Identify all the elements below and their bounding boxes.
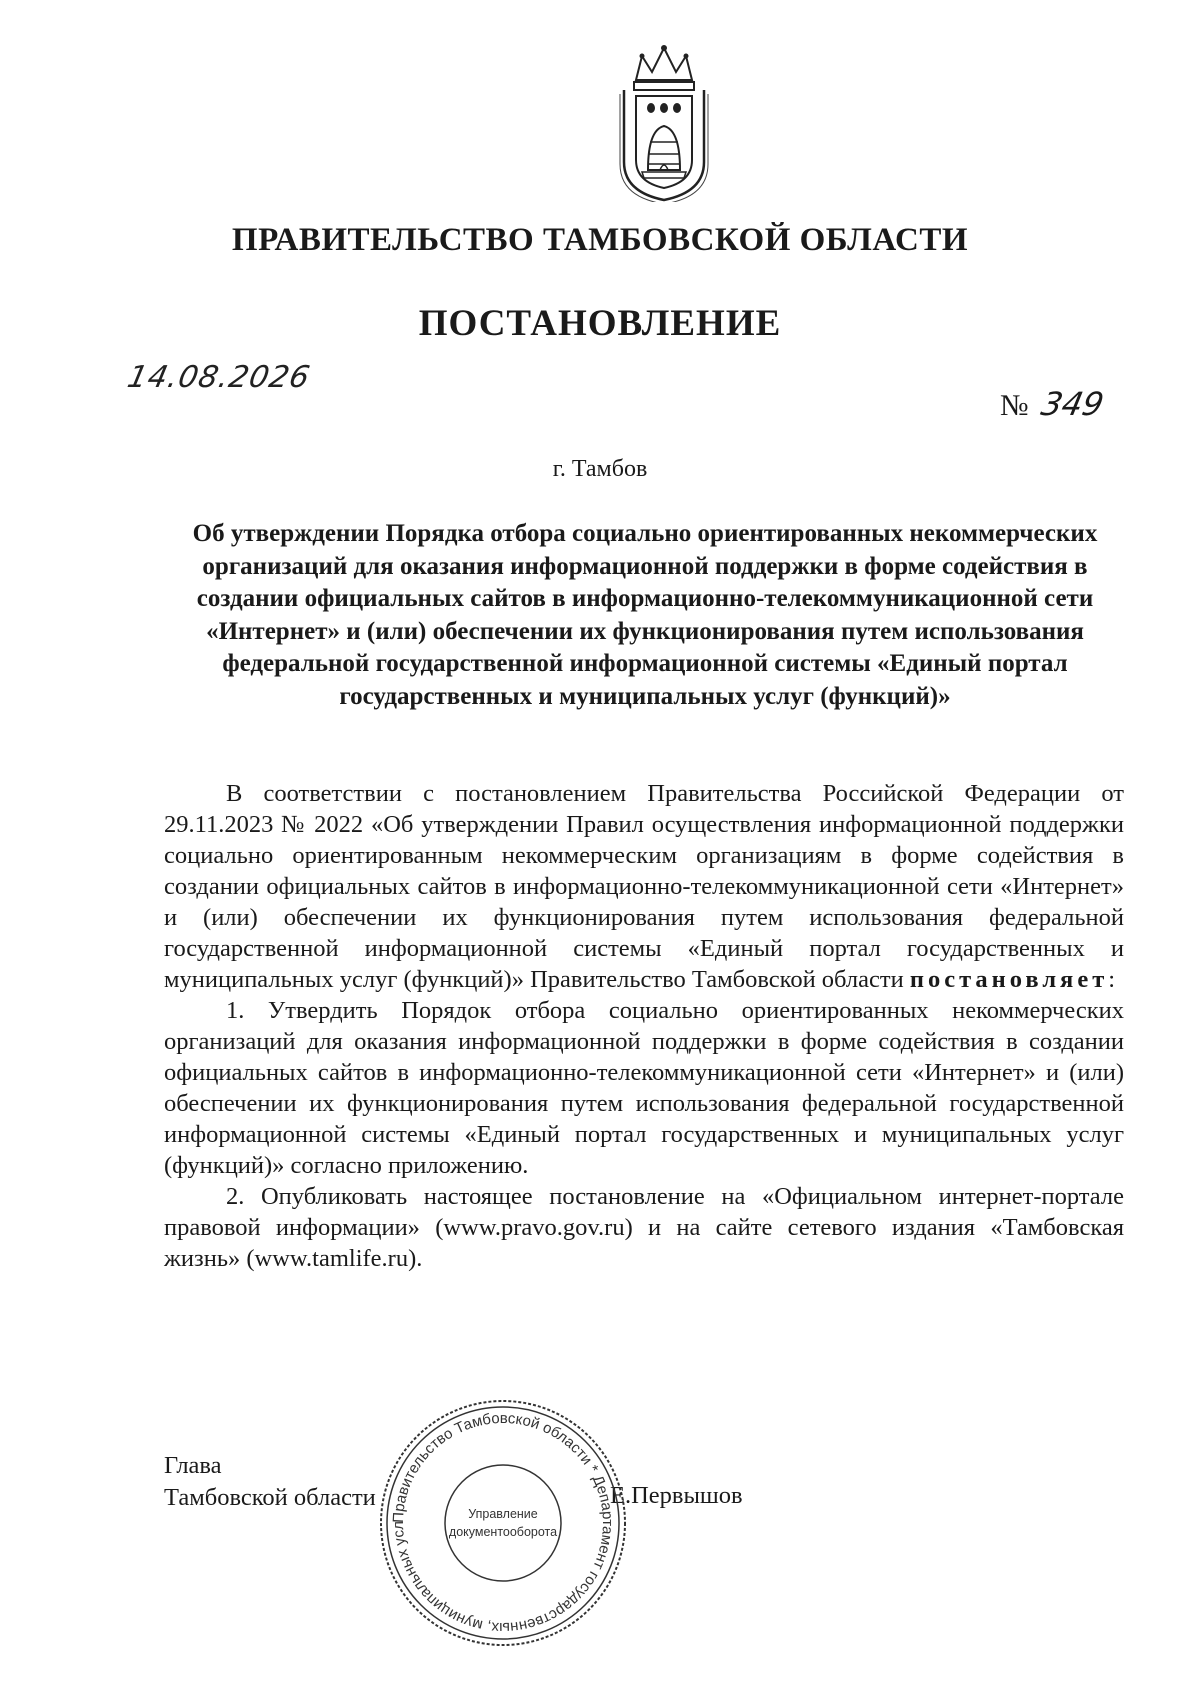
signatory-name: Е.Первышов (610, 1482, 743, 1509)
item-2: 2. Опубликовать настоящее постановление на «Официальном интернет-портале правовой информации» (www.pravo.gov.ru) и на сайте сетевого издания «Тамбовская жизнь» (www.tamlife.ru). (164, 1183, 1124, 1272)
seal-inner-line2: документооборота (448, 1525, 558, 1539)
handwritten-number: 349 (1038, 385, 1108, 423)
seal-outer-text: Правительство Тамбовской области * Департамент государственных, муниципальных усл (389, 1409, 617, 1637)
preamble-paragraph (164, 778, 1124, 995)
government-name: ПРАВИТЕЛЬСТВО ТАМБОВСКОЙ ОБЛАСТИ (231, 222, 969, 258)
seal-inner-line1: Управление (468, 1507, 538, 1521)
official-seal (378, 1398, 628, 1648)
preamble-text: В соответствии с постановлением Правительства Российской Федерации от 29.11.2023 № 2022 «Об утверждении Правил осуществления информационной поддержки социально ориентированным некоммерческим организациям в форме содействия в создании официальных сайтов в информационно-телекоммуникационной сети «Интернет» и (или) обеспечении их функционирования путем использования федеральной государственной информационной системы «Единый портал государственных и муниципальных услуг (функций)» Правительство Тамбовской области (164, 780, 1124, 993)
handwritten-date: 14.08.2026 (124, 360, 314, 395)
signatory-role (164, 1450, 376, 1514)
coat-of-arms-icon (614, 42, 714, 202)
number-label: № (1000, 389, 1029, 422)
item-1: 1. Утвердить Порядок отбора социально ориентированных некоммерческих организаций для оказания информационной поддержки в форме содействия в создании официальных сайтов в информационно-телекоммуникационной сети «Интернет» и (или) обеспечении их функционирования путем использования федеральной государственной информационной системы «Единый портал государственных и муниципальных услуг (функций)» согласно приложению. (164, 997, 1124, 1179)
decree-colon: : (1108, 966, 1116, 993)
document-number (1000, 385, 1108, 423)
signatory-role-line2: Тамбовской области (164, 1484, 376, 1511)
decree-word: постановляет (909, 966, 1109, 993)
document-body (164, 778, 1124, 1274)
document-type: ПОСТАНОВЛЕНИЕ (418, 303, 782, 344)
document-subject: Об утверждении Порядка отбора социально ориентированных некоммерческих организаций для оказания информационной поддержки в форме содействия в создании официальных сайтов в информационно-телекоммуникационной сети «Интернет» и (или) обеспечении их функционирования путем использования федеральной государственной информационной системы «Единый портал государственных и муниципальных услуг (функций)» (192, 520, 1098, 710)
signatory-role-line1: Глава (164, 1452, 222, 1479)
city-line: г. Тамбов (552, 456, 648, 482)
